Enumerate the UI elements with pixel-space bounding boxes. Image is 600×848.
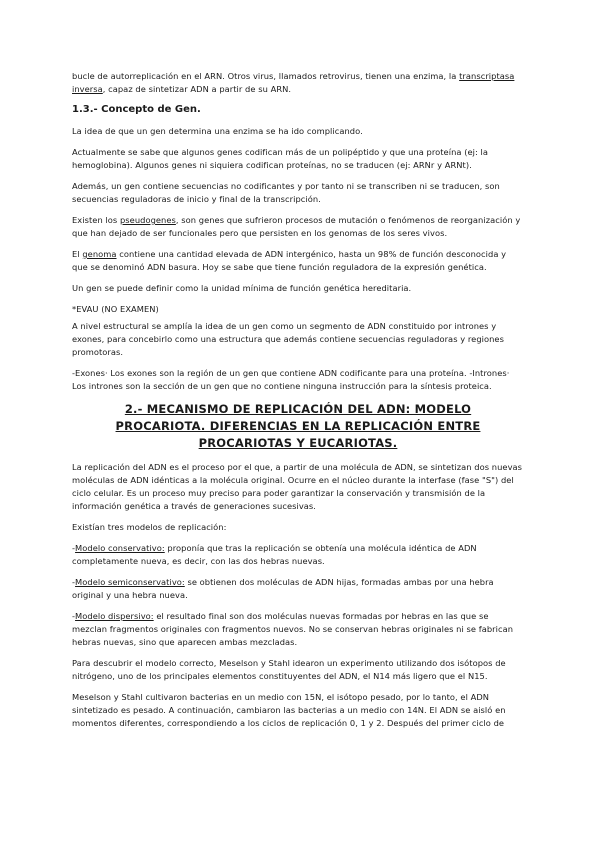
text-run: el resultado final son dos moléculas nuevas formadas por hebras en las que se mezclan fragmentos originales con fragmentos nuevos. No se conservan hebras originales ni se fabrican hebras nuevas, sino que aparecen ambas mezcladas. [72,611,514,647]
section-heading-1-3: 1.3.- Concepto de Gen. [72,104,201,115]
text-run: se obtienen dos moléculas de ADN hijas, formadas ambas por una hebra original y una hebra nueva. [72,577,494,600]
paragraph: Un gen se puede definir como la unidad mínima de función genética hereditaria. [72,283,412,293]
model-semiconservativo [72,576,524,602]
text-run: , capaz de sintetizar ADN a partir de su ARN. [102,84,292,94]
paragraph: A nivel estructural se amplía la idea de un gen como un segmento de ADN constituido por intrones y exones, para concebirlo como una estructura que además contiene secuencias reguladoras y regiones promotoras. [72,321,504,357]
section-heading-2 [72,401,524,452]
evau-note: *EVAU (NO EXAMEN) [72,304,159,314]
underlined-term: Modelo dispersivo: [75,611,154,621]
text-run: , son genes que sufrieron procesos de mutación o fenómenos de reorganización y que han dejado de ser funcionales pero que persisten en los genomas de los seres vivos. [72,215,521,238]
text-run: - [72,611,76,621]
model-conservativo [72,542,524,568]
text-run: Existen los [72,215,120,225]
document-body [72,70,524,738]
text-run: El [72,249,83,259]
text-run: - [72,577,76,587]
text-run: proponía que tras la replicación se obtenía una molécula idéntica de ADN completamente nueva, es decir, con las dos hebras nuevas. [72,543,477,566]
text-run: bucle de autorreplicación en el ARN. Otros virus, llamados retrovirus, tienen una enzima, la [72,71,460,81]
paragraph: La idea de que un gen determina una enzima se ha ido complicando. [72,126,363,136]
underlined-term: Modelo conservativo: [75,543,165,553]
intro-paragraph [72,70,524,96]
paragraph: La replicación del ADN es el proceso por el que, a partir de una molécula de ADN, se sintetizan dos nuevas moléculas de ADN idénticas a la molécula original. Ocurre en el núcleo durante la interfase (fase "S") del ciclo celular. Es un proceso muy preciso para poder garantizar la conservación y transmisión de la información genética a través de generaciones sucesivas. [72,462,523,511]
underlined-term: genoma [82,249,117,259]
underlined-term: transcriptasa inversa [72,71,515,94]
text-run: contiene una cantidad elevada de ADN intergénico, hasta un 98% de función desconocida y que se denominó ADN basura. Hoy se sabe que tiene función reguladora de la expresión genética. [72,249,507,272]
paragraph: -Exones· Los exones son la región de un gen que contiene ADN codificante para una proteína. -Intrones· Los intrones son la sección de un gen que no contiene ninguna instrucción para la síntesis proteica. [72,368,510,391]
paragraph: Para descubrir el modelo correcto, Meselson y Stahl idearon un experimento utilizando dos isótopos de nitrógeno, uno de los principales elementos constituyentes del ADN, el N14 más ligero que el N15. [72,658,506,681]
paragraph: Además, un gen contiene secuencias no codificantes y por tanto ni se transcriben ni se traducen, son secuencias reguladoras de inicio y final de la transcripción. [72,181,500,204]
paragraph: Actualmente se sabe que algunos genes codifican más de un polipéptido y que una proteína (ej: la hemoglobina). Algunos genes ni siquiera codifican proteínas, no se traducen (ej: ARNr y ARNt). [72,147,489,170]
heading-line: PROCARIOTA. DIFERENCIAS EN LA REPLICACIÓN ENTRE [115,419,481,433]
genoma-paragraph [72,248,524,274]
model-dispersivo [72,610,524,649]
text-run: - [72,543,76,553]
underlined-term: Modelo semiconservativo: [75,577,185,587]
paragraph: Meselson y Stahl cultivaron bacterias en un medio con 15N, el isótopo pesado, por lo tanto, el ADN sintetizado es pesado. A continuación, cambiaron las bacterias a un medio con 14N. El ADN se aisló en momentos diferentes, correspondiendo a los ciclos de replicación 0, 1 y 2. Después del primer ciclo de [72,692,506,728]
paragraph: Existían tres modelos de replicación: [72,522,227,532]
heading-line: 2.- MECANISMO DE REPLICACIÓN DEL ADN: MODELO [124,402,472,416]
heading-line: PROCARIOTAS Y EUCARIOTAS. [198,436,398,450]
underlined-term: pseudogenes [119,215,176,225]
pseudogenes-paragraph [72,214,524,240]
